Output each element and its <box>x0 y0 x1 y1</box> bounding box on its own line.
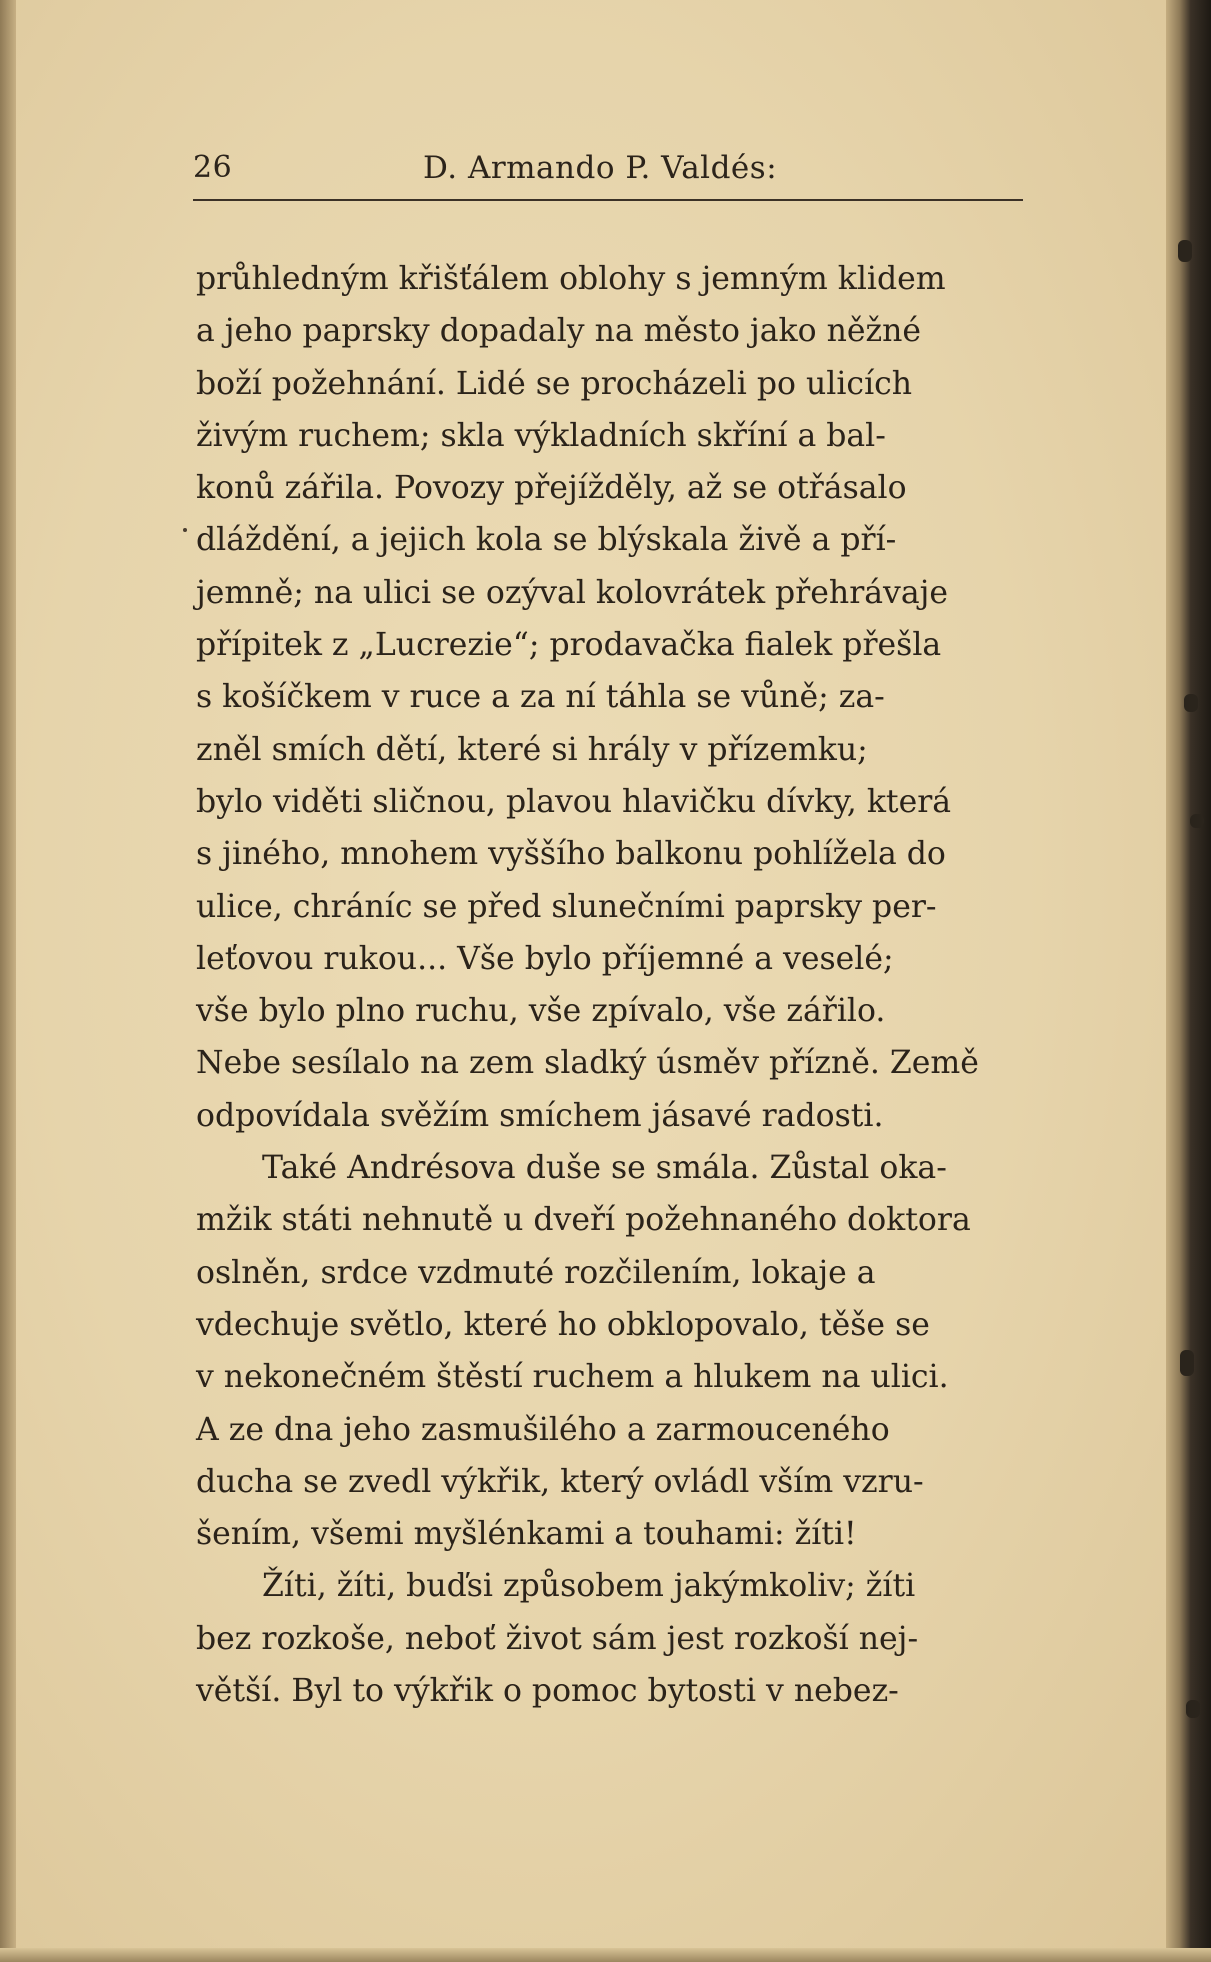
text-line: vdechuje světlo, které ho obklopovalo, těše se <box>196 1306 930 1343</box>
body-text <box>196 253 1046 1717</box>
text-line: dláždění, a jejich kola se blýskala živě a pří- <box>196 522 897 559</box>
page-left-edge <box>0 0 16 1962</box>
text-line: leťovou rukou... Vše bylo příjemné a veselé; <box>196 940 894 977</box>
paragraph-first-line: Také Andrésova duše se smála. Zůstal oka- <box>262 1150 947 1187</box>
text-line: odpovídala svěžím smíchem jásavé radosti. <box>196 1097 884 1134</box>
text-line: a jeho paprsky dopadaly na město jako něžné <box>196 313 922 350</box>
text-line: oslněn, srdce vzdmuté rozčilením, lokaje a <box>196 1254 876 1291</box>
text-line: vše bylo plno ruchu, vše zpívalo, vše zářilo. <box>196 993 886 1030</box>
text-line: s jiného, mnohem vyššího balkonu pohlížela do <box>196 836 946 873</box>
page-number: 26 <box>193 150 233 185</box>
text-line: přípitek z „Lucrezie“; prodavačka fialek přešla <box>196 627 942 664</box>
text-line: Nebe sesílalo na zem sladký úsměv přízně. Země <box>196 1045 979 1082</box>
paragraph-first-line: Žíti, žíti, buďsi způsobem jakýmkoliv; žíti <box>262 1568 916 1605</box>
text-line: větší. Byl to výkřik o pomoc bytosti v nebez- <box>196 1673 899 1710</box>
binding-thread-mark <box>1186 1700 1200 1718</box>
binding-thread-mark <box>1190 814 1204 828</box>
text-line: ulice, chráníc se před slunečními paprsky per- <box>196 888 937 925</box>
text-line: zněl smích dětí, které si hrály v přízemku; <box>196 731 868 768</box>
header-rule <box>193 199 1023 201</box>
page-bottom-edge <box>0 1948 1211 1962</box>
text-line: bylo viděti sličnou, plavou hlavičku dívky, která <box>196 783 952 820</box>
text-line: konů zářila. Povozy přejížděly, až se otřásalo <box>196 470 907 507</box>
text-line: boží požehnání. Lidé se procházeli po ulicích <box>196 365 913 402</box>
text-line: A ze dna jeho zasmušilého a zarmouceného <box>196 1411 890 1448</box>
text-line: šením, všemi myšlénkami a touhami: žíti! <box>196 1516 857 1553</box>
text-line: ducha se zvedl výkřik, který ovládl vším vzru- <box>196 1463 924 1500</box>
text-line: jemně; na ulici se ozýval kolovrátek přehrávaje <box>196 574 949 611</box>
text-line: živým ruchem; skla výkladních skříní a bal- <box>196 417 886 454</box>
book-binding-edge <box>1166 0 1211 1962</box>
binding-thread-mark <box>1178 240 1192 262</box>
text-line: v nekonečném štěstí ruchem a hlukem na ulici. <box>196 1359 949 1396</box>
running-head: D. Armando P. Valdés: <box>423 150 778 186</box>
text-line: bez rozkoše, neboť život sám jest rozkoší nej- <box>196 1620 919 1657</box>
text-line: s košíčkem v ruce a za ní táhla se vůně; za- <box>196 679 885 716</box>
page-header <box>193 150 1023 196</box>
margin-speck <box>183 528 187 532</box>
binding-thread-mark <box>1180 1350 1194 1376</box>
text-line: mžik státi nehnutě u dveří požehnaného doktora <box>196 1202 971 1239</box>
binding-thread-mark <box>1184 694 1198 712</box>
text-line: průhledným křišťálem oblohy s jemným klidem <box>196 261 946 297</box>
